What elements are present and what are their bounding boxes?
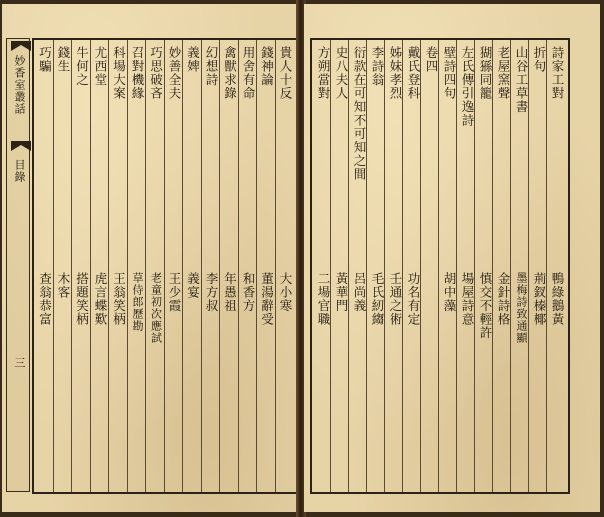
toc-entry: 巧思破吝 xyxy=(148,46,164,100)
column-rule xyxy=(384,40,385,492)
column-rule xyxy=(438,40,439,492)
toc-entry: 猢猻同籠 xyxy=(478,46,493,100)
toc-entry: 老童初次應試 xyxy=(149,272,163,344)
column-rule xyxy=(219,40,220,492)
column-rule xyxy=(201,40,202,492)
left-page xyxy=(2,4,298,512)
toc-entry: 李詩翁 xyxy=(370,46,385,87)
column-rule xyxy=(546,40,547,492)
toc-entry: 妙善全夫 xyxy=(167,46,182,100)
toc-entry: 木客 xyxy=(56,272,71,299)
toc-entry: 牛何之 xyxy=(74,46,90,87)
toc-entry: 壬通之術 xyxy=(388,272,403,326)
toc-entry: 義宴 xyxy=(185,272,201,299)
toc-entry: 王翁笑柄 xyxy=(111,272,127,326)
column-rule xyxy=(108,40,109,492)
column-rule xyxy=(127,40,128,492)
toc-entry: 虎言蝶歎 xyxy=(93,272,108,326)
toc-entry: 山谷工草書 xyxy=(514,46,529,114)
toc-entry: 錢神論 xyxy=(259,46,275,87)
toc-entry: 李方叔 xyxy=(204,272,219,313)
toc-entry: 搭題笑柄 xyxy=(74,272,90,326)
page-number: 三 xyxy=(13,357,26,369)
toc-entry: 義婢 xyxy=(185,46,201,73)
toc-entry: 折句 xyxy=(532,46,547,73)
column-rule xyxy=(53,40,54,492)
toc-entry: 錢生 xyxy=(56,46,71,73)
toc-entry: 荊釵榛椰 xyxy=(532,272,547,326)
toc-entry: 衍款在可知不可知之間 xyxy=(352,46,367,181)
page-margin-strip xyxy=(6,38,30,492)
toc-entry: 草侍郎歷勘 xyxy=(131,272,144,332)
book-title: 妙香室叢話 xyxy=(13,55,26,115)
toc-entry: 姊妹孝烈 xyxy=(388,46,403,100)
column-rule xyxy=(90,40,91,492)
toc-entry: 黃華門 xyxy=(334,272,349,313)
toc-entry: 年愚祖 xyxy=(222,272,238,313)
column-rule xyxy=(71,40,72,492)
toc-entry: 慎交不輕許 xyxy=(478,272,493,340)
toc-entry: 王少霞 xyxy=(167,272,182,313)
toc-entry: 董湯辭受 xyxy=(259,272,275,326)
column-rule xyxy=(256,40,257,492)
volume-heading: 卷四 xyxy=(424,46,439,73)
toc-entry: 貴人十反 xyxy=(278,46,293,100)
toc-entry: 二場官職 xyxy=(316,272,331,326)
left-page-frame xyxy=(32,38,298,494)
toc-entry: 鴨綠鵝黃 xyxy=(550,272,565,326)
toc-entry: 戴氏登科 xyxy=(406,46,421,100)
column-rule xyxy=(164,40,165,492)
column-rule xyxy=(492,40,493,492)
toc-entry: 左氏傳引逸詩 xyxy=(460,46,475,127)
section-label: 目錄 xyxy=(13,159,26,183)
right-page xyxy=(304,4,600,512)
toc-entry: 壁詩四句 xyxy=(442,46,457,100)
toc-entry: 呂尚義 xyxy=(352,272,367,313)
toc-entry: 方朔當對 xyxy=(316,46,331,100)
toc-entry: 詩家工對 xyxy=(550,46,565,100)
column-rule xyxy=(275,40,276,492)
toc-entry: 史八夫人 xyxy=(334,46,349,100)
fishtail-mark-top xyxy=(11,41,31,51)
column-rule xyxy=(182,40,183,492)
toc-entry: 毛氏紉縐 xyxy=(370,272,385,326)
toc-entry: 和香方 xyxy=(241,272,256,313)
toc-entry: 大小寒 xyxy=(278,272,293,313)
column-rule xyxy=(402,40,403,492)
toc-entry: 墨梅詩致通顯 xyxy=(515,272,528,344)
toc-entry: 召對機緣 xyxy=(130,46,145,100)
column-rule xyxy=(238,40,239,492)
toc-entry: 用舍有命 xyxy=(241,46,256,100)
column-rule xyxy=(145,40,146,492)
toc-entry: 胡中藻 xyxy=(442,272,457,313)
toc-entry: 場屋詩意 xyxy=(460,272,475,326)
column-rule xyxy=(330,40,331,492)
toc-entry: 禽獸求錄 xyxy=(222,46,238,100)
column-rule xyxy=(420,40,421,492)
right-page-frame xyxy=(310,38,570,494)
toc-entry: 巧騙 xyxy=(37,46,53,73)
toc-entry: 金針詩格 xyxy=(496,272,511,326)
toc-entry: 功名有定 xyxy=(406,272,421,326)
toc-entry: 幻想詩 xyxy=(204,46,219,87)
toc-entry: 科場大案 xyxy=(111,46,127,100)
toc-entry: 老屋窯聲 xyxy=(496,46,511,100)
toc-entry: 尤西堂 xyxy=(93,46,108,87)
toc-entry: 查翁恭富 xyxy=(37,272,53,326)
fishtail-mark-middle xyxy=(11,141,31,151)
